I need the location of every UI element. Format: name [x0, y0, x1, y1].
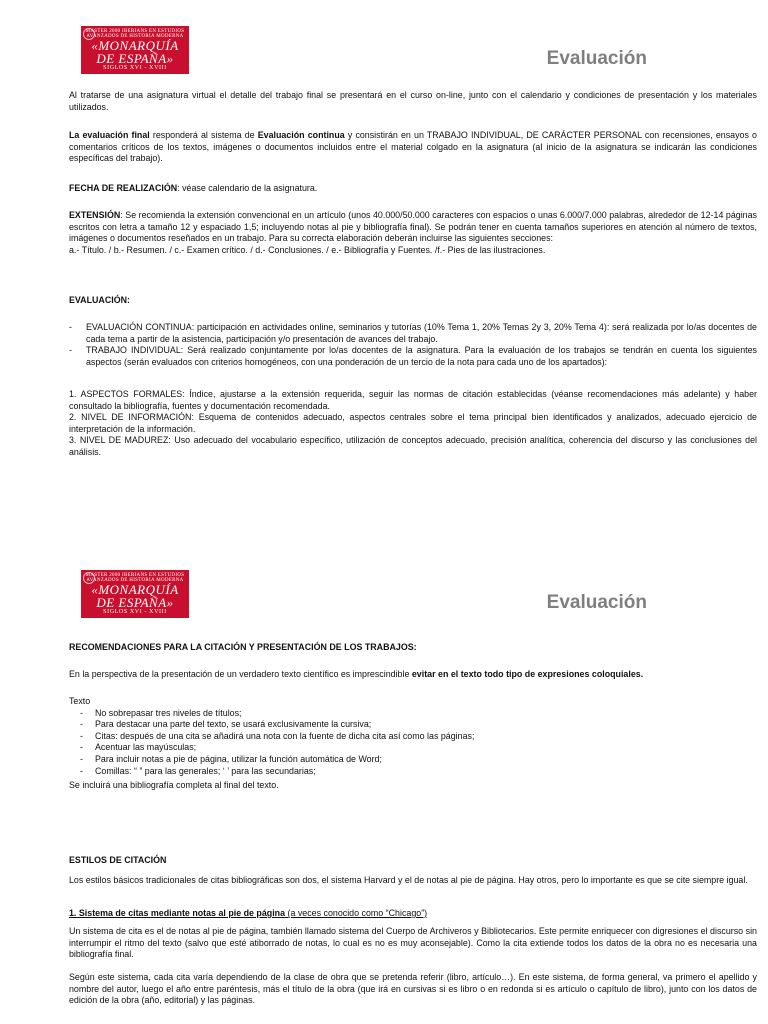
perspectiva-text: En la perspectiva de la presentación de un verdadero texto científico es imprescindible	[69, 669, 412, 679]
evaluacion-list	[69, 322, 757, 368]
perspectiva-paragraph	[69, 669, 757, 681]
logo-line-2: «MONARQUÍA	[91, 582, 179, 597]
seal-icon	[83, 572, 95, 584]
evaluacion-list-block	[69, 322, 757, 368]
logo-line-1: MASTER 2000 IBERIANS EN ESTUDIOS AVANZADOS DE HISTORIA MODERNA	[85, 573, 185, 583]
recomendaciones-heading-block	[69, 642, 757, 654]
sistema-title-block	[69, 908, 757, 920]
fecha-paragraph	[69, 183, 757, 195]
monarquia-logo	[81, 570, 189, 618]
sistema-paragraph-1	[69, 926, 757, 961]
texto-block	[69, 696, 757, 792]
perspectiva-bold: evitar en el texto todo tipo de expresiones coloquiales.	[411, 669, 644, 679]
fecha-text: : véase calendario de la asignatura.	[177, 183, 318, 193]
aspect-item: 1. ASPECTOS FORMALES: Índice, ajustarse a la extensión requerida, seguir las normas de citación establecidas (véanse recomendaciones más adelante) y haber consultado la bibliografía, fuentes y documentación recomendada.	[69, 389, 757, 411]
evaluacion-final-paragraph	[69, 130, 757, 165]
aspect-item: 2. NIVEL DE INFORMACIÓN: Esquema de contenidos adecuado, aspectos centrales sobre el tema principal bien identificados y analizados, adecuado ejercicio de interpretación de la información.	[69, 412, 757, 434]
recomendaciones-heading: RECOMENDACIONES PARA LA CITACIÓN Y PRESENTACIÓN DE LOS TRABAJOS:	[69, 642, 417, 652]
intro-text: Al tratarse de una asignatura virtual el detalle del trabajo final se presentará en el curso on-line, junto con el calendario y condiciones de presentación y los materiales utilizados.	[69, 90, 757, 112]
sistema-title: 1. Sistema de citas mediante notas al pie de página	[69, 908, 286, 918]
sections-line: a.- Título. / b.- Resumen. / c.- Examen crítico. / d.- Conclusiones. / e.- Bibliografía y Fuentes. /f.- Pies de las ilustraciones.	[69, 244, 546, 255]
seal-icon	[83, 28, 95, 40]
estilos-heading: ESTILOS DE CITACIÓN	[69, 855, 167, 865]
sistema-text-1: Un sistema de cita es el de notas al pie de página, también llamado sistema del Cuerpo de Archiveros y Bibliotecarios. Este permite enriquecer con digresiones el discurso sin interrumpir el ritmo del texto (salvo que esté atiborrado de notas, lo cual es no es muy aconsejable). Como la cita extiende todos los datos de la obra no es necesaria una bibliografía final.	[69, 926, 757, 960]
logo-line-4: SIGLOS XVI - XVIII	[103, 65, 167, 71]
extension-paragraph	[69, 210, 757, 256]
list-item: - Para destacar una parte del texto, se usará exclusivamente la cursiva;	[69, 719, 757, 731]
monarquia-logo	[81, 26, 189, 74]
page-title: Evaluación	[546, 48, 647, 69]
bibliografia-line: Se incluirá una bibliografía completa al final del texto.	[69, 780, 279, 791]
logo-line-4: SIGLOS XVI - XVIII	[103, 609, 167, 615]
logo-line-3: DE ESPAÑA»	[96, 51, 174, 66]
aspects-block	[69, 389, 757, 459]
logo-line-2: «MONARQUÍA	[91, 38, 179, 53]
list-item: - Para incluir notas a pie de página, utilizar la función automática de Word;	[69, 754, 757, 766]
sistema-note: (a veces conocido como “Chicago”)	[285, 908, 428, 918]
extension-label: EXTENSIÓN	[69, 210, 121, 220]
texto-label: Texto	[69, 696, 91, 706]
logo-line-1: MASTER 2000 IBERIANS EN ESTUDIOS AVANZADOS DE HISTORIA MODERNA	[85, 29, 185, 39]
eval-continua-bold: Evaluación continua	[257, 130, 345, 140]
evaluacion-heading-block	[69, 295, 757, 307]
list-item: - TRABAJO INDIVIDUAL: Será realizado conjuntamente por lo/as docentes de la asignatura. Para la evaluación de los trabajos se tendrán en cuenta los siguientes aspectos (serán evaluados con criterios homogéneos, con una ponderación de un tercio de la nota para cada uno de los apartados):	[69, 345, 757, 368]
texto-list	[69, 708, 757, 778]
sistema-paragraph-2	[69, 972, 757, 1007]
list-item: - No sobrepasar tres niveles de títulos;	[69, 708, 757, 720]
estilos-paragraph	[69, 875, 757, 887]
eval-final-bold: La evaluación final	[69, 130, 150, 140]
estilos-heading-block	[69, 855, 757, 867]
eval-final-text-1: responderá al sistema de	[149, 130, 258, 140]
estilos-text: Los estilos básicos tradicionales de citas bibliográficas son dos, el sistema Harvard y el de notas al pie de página. Hay otros, pero lo importante es que se cite siempre igual.	[69, 875, 748, 885]
list-item: - Citas: después de una cita se añadirá una nota con la fuente de dicha cita así como las páginas;	[69, 731, 757, 743]
list-item: - Comillas: “ ” para las generales; ‘ ’ para las secundarias;	[69, 766, 757, 778]
aspect-item: 3. NIVEL DE MADUREZ: Uso adecuado del vocabulario específico, utilización de conceptos adecuado, precisión analítica, coherencia del discurso y las conclusiones del análisis.	[69, 435, 757, 457]
sistema-text-2: Según este sistema, cada cita varía dependiendo de la clase de obra que se pretenda referir (libro, artículo…). En este sistema, de forma general, va primero el apellido y nombre del autor, luego el año entre paréntesis, más el título de la obra (que irá en cursivas si es libro o en redonda si es artículo o capítulo de libro), junto con los datos de edición de la obra (año, editorial) y las páginas.	[69, 972, 757, 1006]
eval-final-text-2: y consistirán en un TRABAJO INDIVIDUAL, DE CARÁCTER PERSONAL con recensiones, ensayos o comentarios críticos de los textos, imágenes o documentos incluidos entre el material colgado en la asignatura (al inicio de la asignatura se indicarán las condiciones específicas del trabajo).	[69, 130, 757, 164]
page-title: Evaluación	[546, 592, 647, 613]
extension-text: : Se recomienda la extensión convencional en un artículo (unos 40.000/50.000 caracteres con espacios o unas 6.000/7.000 palabras, alrededor de 12-14 páginas escritos con letra a tamaño 12 y espaciado 1,5; incluyendo notas al pie y bibliografía final). Se podrán tener en cuenta tamaños superiores en atención al número de textos, imágenes o documentos reseñados en un trabajo. Para su correcta elaboración deberán incluirse las siguientes secciones:	[69, 210, 757, 244]
list-item: - Acentuar las mayúsculas;	[69, 742, 757, 754]
intro-paragraph	[69, 90, 757, 113]
list-item: - EVALUACIÓN CONTINUA: participación en actividades online, seminarios y tutorías (10% Tema 1, 20% Temas 2y 3, 20% Tema 4): será realizada por lo/as docentes de cada tema a partir de la asistencia, participación y/o presentación de avances del trabajo.	[69, 322, 757, 345]
fecha-label: FECHA DE REALIZACIÓN	[69, 183, 178, 193]
logo-line-3: DE ESPAÑA»	[96, 595, 174, 610]
evaluacion-heading: EVALUACIÓN:	[69, 295, 130, 305]
